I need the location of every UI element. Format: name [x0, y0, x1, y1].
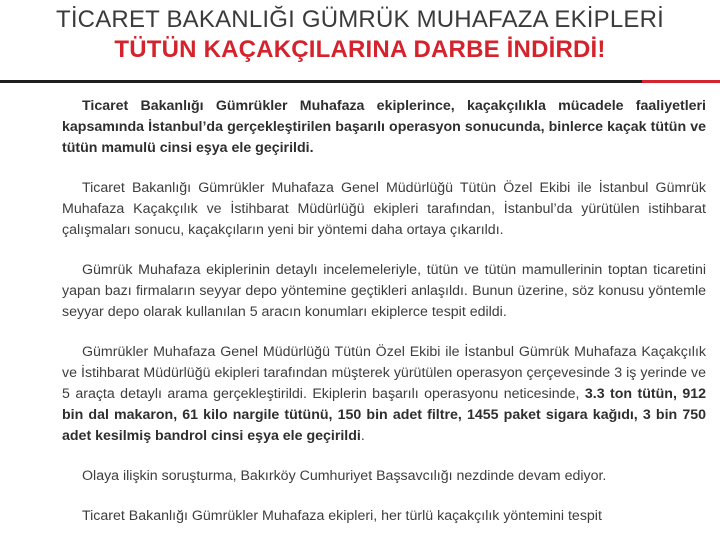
header-divider: [0, 80, 642, 83]
headline-line-1: TİCARET BAKANLIĞI GÜMRÜK MUHAFAZA EKİPLERİ: [55, 6, 665, 33]
seized-goods-summary: 3.3 ton tütün, 912 bin dal makaron, 61 kilo nargile tütünü, 150 bin adet filtre, 1455 paket sigara kağıdı, 3 bin 750 adet kesilmiş bandrol cinsi eşya ele geçirildi: [62, 386, 706, 444]
paragraph-6: Ticaret Bakanlığı Gümrükler Muhafaza ekipleri, her türlü kaçakçılık yöntemini tespit: [82, 508, 602, 524]
paragraph-5: Olaya ilişkin soruşturma, Bakırköy Cumhuriyet Başsavcılığı nezdinde devam ediyor.: [82, 468, 607, 484]
paragraph-4-end: .: [360, 428, 365, 444]
paragraph-4-text: Gümrükler Muhafaza Genel Müdürlüğü Tütün Özel Ekibi ile İstanbul Gümrük Muhafaza Kaçakçılık ve İstihbarat Müdürlüğü ekipleri tarafından müşterek yürütülen operasyon çerçevesinde 3 iş yerinde ve 5 araçta detaylı arama gerçekleştirildi. Ekiplerin başarılı operasyonu neticesinde,: [62, 344, 706, 402]
paragraph-3: Gümrük Muhafaza ekiplerinin detaylı incelemeleriyle, tütün ve tütün mamullerinin toptan ticaretini yapan bazı firmaların seyyar depo yöntemine geçtikleri anlaşıldı. Bunun üzerine, söz konusu yöntemle seyyar depo olarak kullanılan 5 aracın konumları ekiplerce tespit edildi.: [62, 262, 706, 320]
lead-paragraph: Ticaret Bakanlığı Gümrükler Muhafaza ekiplerince, kaçakçılıkla mücadele faaliyetleri kapsamında İstanbul’da gerçekleştirilen başarılı operasyon sonucunda, binlerce kaçak tütün ve tütün mamulü cinsi eşya ele geçirildi.: [62, 98, 706, 156]
article-body: [62, 96, 706, 546]
paragraph-2: Ticaret Bakanlığı Gümrükler Muhafaza Genel Müdürlüğü Tütün Özel Ekibi ile İstanbul Gümrük Muhafaza Kaçakçılık ve İstihbarat Müdürlüğü ekipleri tarafından, İstanbul’da yürütülen istihbarat çalışmaları sonucu, kaçakçıların yeni bir yöntemi daha ortaya çıkarıldı.: [62, 180, 706, 238]
header-divider-accent: [642, 80, 720, 83]
paragraph-4: [62, 342, 706, 447]
headline-line-2: TÜTÜN KAÇAKÇILARINA DARBE İNDİRDİ!: [114, 36, 606, 63]
